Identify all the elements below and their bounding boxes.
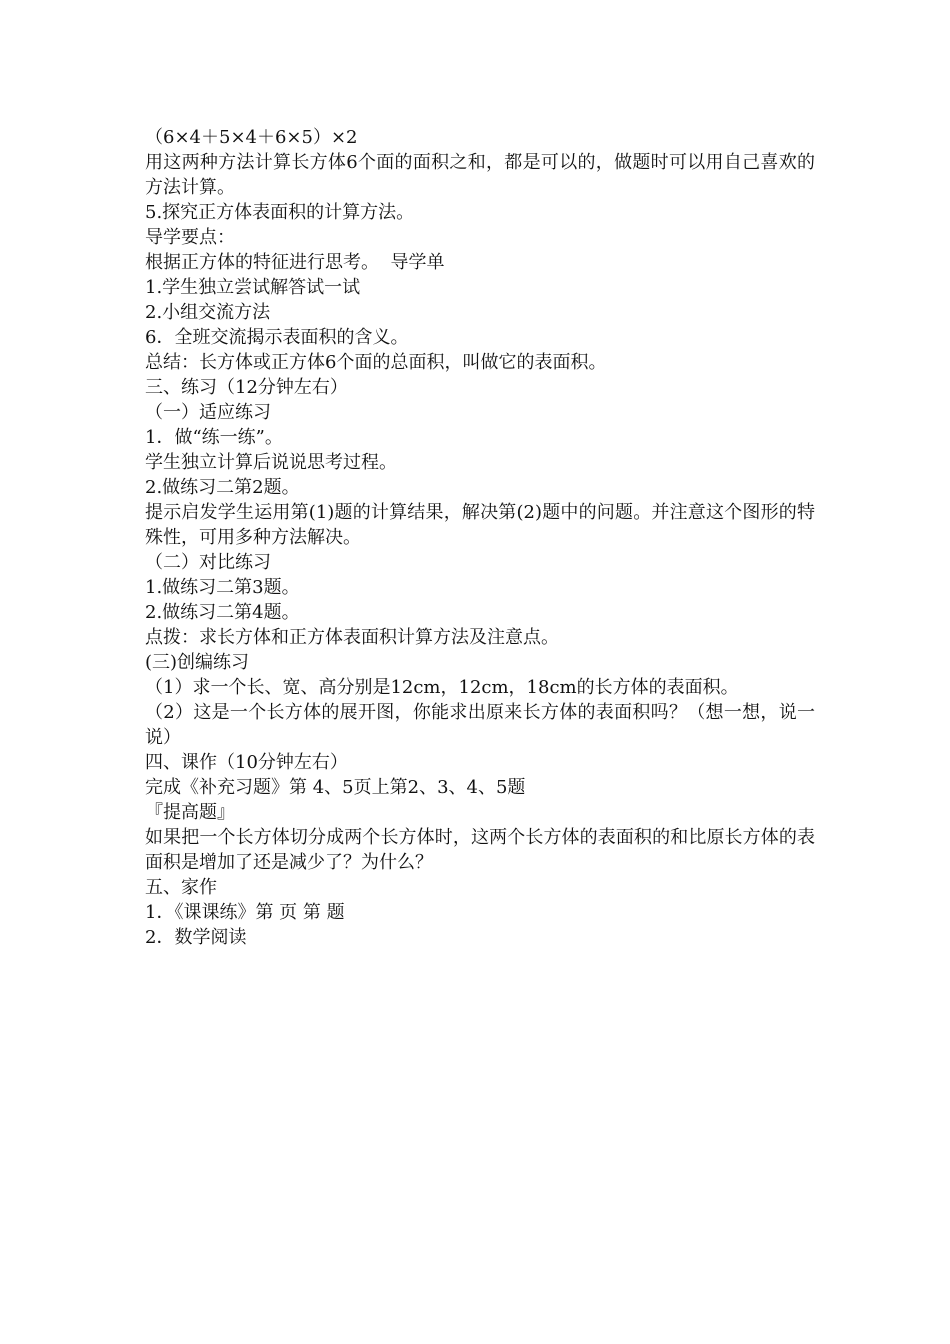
subsection-heading: (三)创编练习: [145, 652, 250, 673]
formula-line: （6×4＋5×4＋6×5）×2: [145, 127, 358, 148]
list-item: 1．《课课练》第 页 第 题: [145, 902, 345, 923]
advanced-heading: 『提高题』: [145, 802, 235, 823]
paragraph-text: 完成《补充习题》第 4、5页上第2、3、4、5题: [145, 777, 526, 798]
list-item: 2.小组交流方法: [145, 302, 271, 323]
exercise-item: （2）这是一个长方体的展开图，你能求出原来长方体的表面积吗？（想一想，说一说）: [145, 702, 815, 748]
step-5-heading: 5.探究正方体表面积的计算方法。: [145, 202, 415, 223]
list-item: 1.学生独立尝试解答试一试: [145, 277, 361, 298]
paragraph-text: 学生独立计算后说说思考过程。: [145, 452, 397, 473]
list-item: 2.做练习二第4题。: [145, 602, 300, 623]
list-item: 2．数学阅读: [145, 927, 247, 948]
section-4-heading: 四、课作（10分钟左右）: [145, 752, 348, 773]
list-item: 1．做“练一练”。: [145, 427, 283, 448]
step-6-heading: 6．全班交流揭示表面积的含义。: [145, 327, 409, 348]
document-body: [145, 125, 815, 950]
subsection-heading: （二）对比练习: [145, 552, 271, 573]
guide-points-label: 导学要点：: [145, 227, 235, 248]
section-5-heading: 五、家作: [145, 877, 217, 898]
section-3-heading: 三、练习（12分钟左右）: [145, 377, 348, 398]
method-note: 用这两种方法计算长方体6个面的面积之和，都是可以的，做题时可以用自己喜欢的方法计算。: [145, 152, 815, 198]
hint-paragraph: 提示启发学生运用第(1)题的计算结果，解决第(2)题中的问题。并注意这个图形的特殊性，可用多种方法解决。: [145, 502, 815, 548]
advanced-question: 如果把一个长方体切分成两个长方体时，这两个长方体的表面积的和比原长方体的表面积是增加了还是减少了？为什么？: [145, 827, 815, 873]
summary-text: 总结：长方体或正方体6个面的总面积，叫做它的表面积。: [145, 352, 607, 373]
guide-points-text: 根据正方体的特征进行思考。 导学单: [145, 252, 445, 273]
list-item: 2.做练习二第2题。: [145, 477, 300, 498]
list-item: 1.做练习二第3题。: [145, 577, 300, 598]
subsection-heading: （一）适应练习: [145, 402, 271, 423]
exercise-item: （1）求一个长、宽、高分别是12cm，12cm，18cm的长方体的表面积。: [145, 677, 739, 698]
tip-text: 点拨：求长方体和正方体表面积计算方法及注意点。: [145, 627, 559, 648]
